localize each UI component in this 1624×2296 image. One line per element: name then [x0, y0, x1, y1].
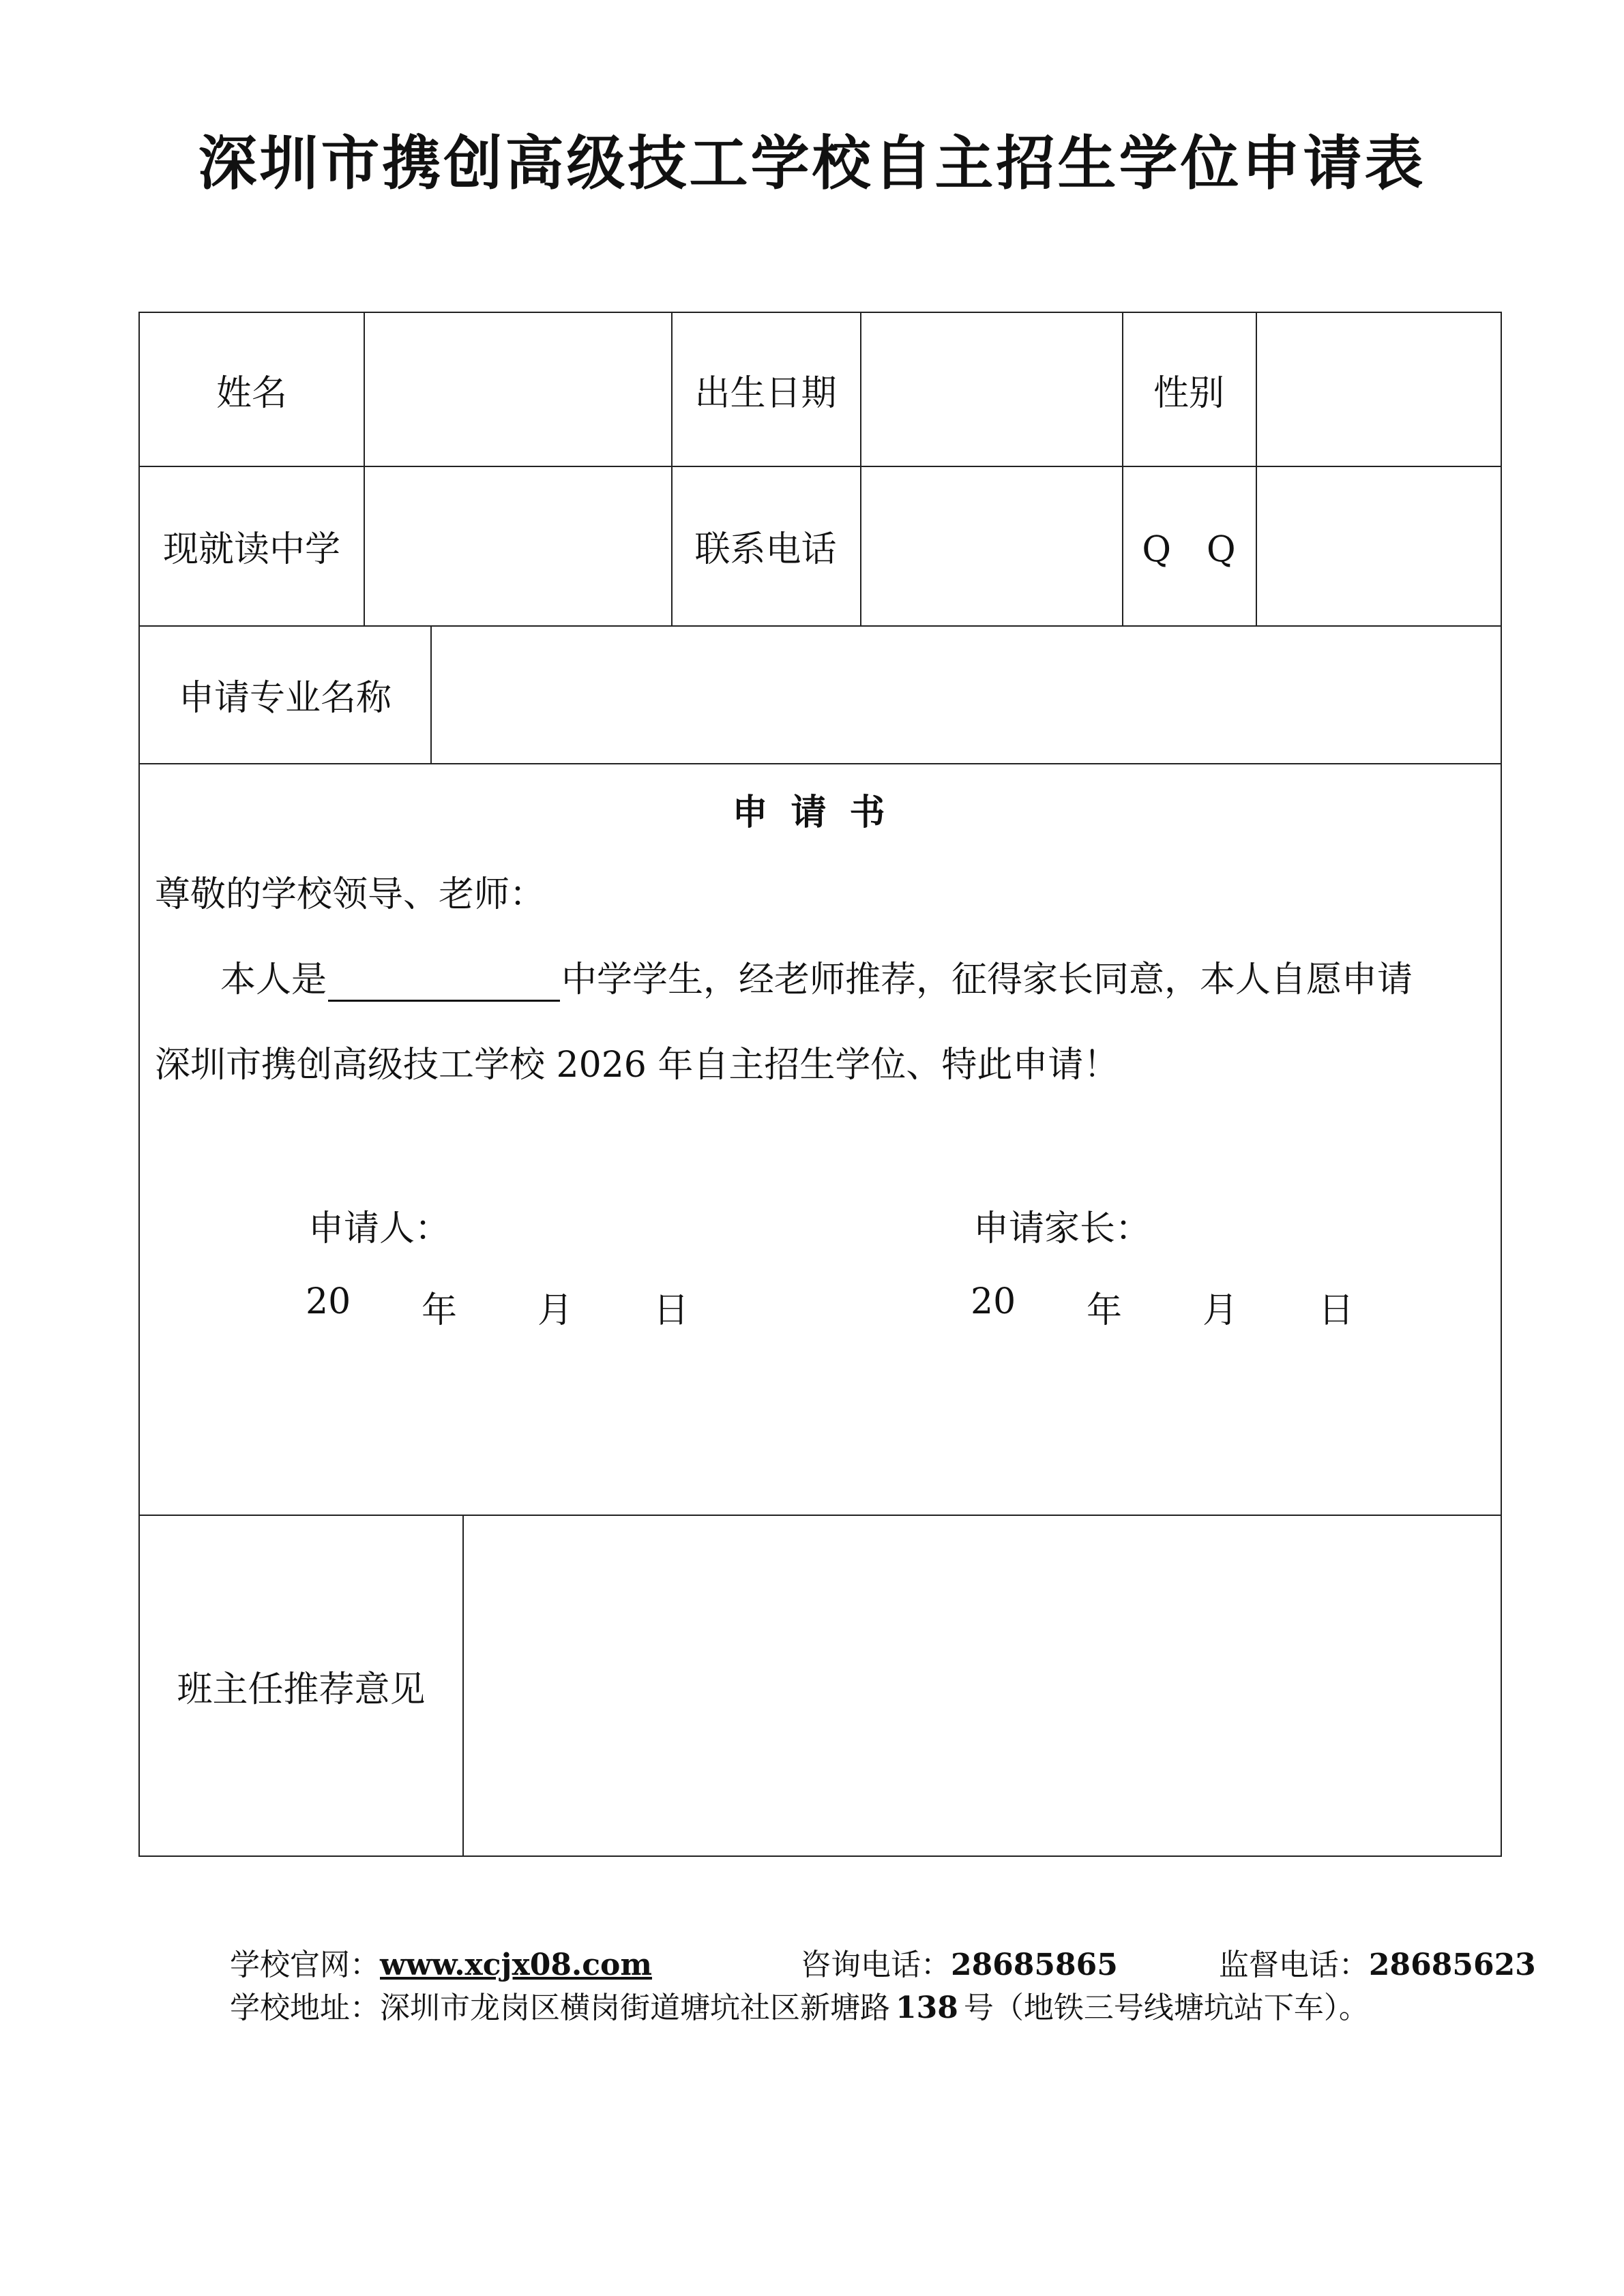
teacher-recommendation-label: 班主任推荐意见	[177, 1669, 426, 1710]
date-year-prefix: 20	[306, 1281, 351, 1322]
page-title: 深圳市携创高级技工学校自主招生学位申请表	[198, 129, 1426, 198]
letter-body-mid: 中学学生，经老师推荐，征得家长同意，本人自愿申请	[561, 959, 1413, 1000]
gender-field[interactable]	[1257, 314, 1501, 464]
letter-body-line2: 深圳市携创高级技工学校 2026 年自主招生学位、特此申请！	[155, 1045, 1119, 1086]
phone-field[interactable]	[861, 467, 1121, 624]
website-link[interactable]: www.xcjx08.com	[380, 1948, 652, 1982]
current-school-label: 现就读中学	[162, 528, 340, 570]
teacher-recommendation-field[interactable]	[464, 1516, 1501, 1855]
footer-contact-line	[230, 1940, 1536, 1984]
letter-salutation: 尊敬的学校领导、老师：	[155, 874, 546, 915]
qq-field[interactable]	[1257, 467, 1501, 624]
address-number: 138	[896, 1991, 958, 2025]
parent-date	[971, 1281, 1354, 1332]
school-name-blank[interactable]	[328, 963, 560, 1002]
date-year-prefix: 20	[971, 1281, 1016, 1322]
major-label: 申请专业名称	[178, 677, 392, 719]
date-year: 年	[422, 1290, 458, 1331]
date-day: 日	[653, 1290, 690, 1331]
date-day: 日	[1318, 1290, 1355, 1331]
row-divider	[140, 763, 1501, 764]
website-label: 学校官网：	[230, 1948, 380, 1982]
address-pre: 深圳市龙岗区横岗街道塘坑社区新塘路	[380, 1991, 890, 2025]
supervise-phone: 28685623	[1368, 1948, 1536, 1982]
applicant-date	[306, 1281, 689, 1332]
major-field[interactable]	[432, 627, 1501, 762]
birth-date-field[interactable]	[861, 314, 1121, 464]
letter-body-line1	[220, 951, 1413, 1002]
letter-body-start: 本人是	[220, 959, 327, 1000]
name-label: 姓名	[216, 372, 287, 414]
birth-date-label: 出生日期	[694, 372, 837, 414]
address-label: 学校地址：	[230, 1991, 380, 2025]
application-form	[138, 312, 1502, 1857]
consult-label: 咨询电话：	[800, 1948, 951, 1982]
current-school-field[interactable]	[365, 467, 670, 624]
phone-label: 联系电话	[694, 528, 837, 570]
parent-signature-label: 申请家长：	[973, 1208, 1151, 1249]
name-field[interactable]	[365, 314, 670, 464]
date-year: 年	[1087, 1290, 1123, 1331]
address-post: 号（地铁三号线塘坑站下车）。	[963, 1991, 1369, 2025]
date-month: 月	[1202, 1290, 1239, 1331]
footer-address-line	[230, 1983, 1369, 2027]
letter-heading: 申请书	[732, 792, 909, 833]
consult-phone: 28685865	[950, 1948, 1118, 1982]
supervise-label: 监督电话：	[1218, 1948, 1369, 1982]
date-month: 月	[537, 1290, 574, 1331]
gender-label: 性别	[1153, 372, 1224, 414]
qq-label: Q Q	[1142, 528, 1236, 570]
applicant-signature-label: 申请人：	[308, 1208, 451, 1249]
